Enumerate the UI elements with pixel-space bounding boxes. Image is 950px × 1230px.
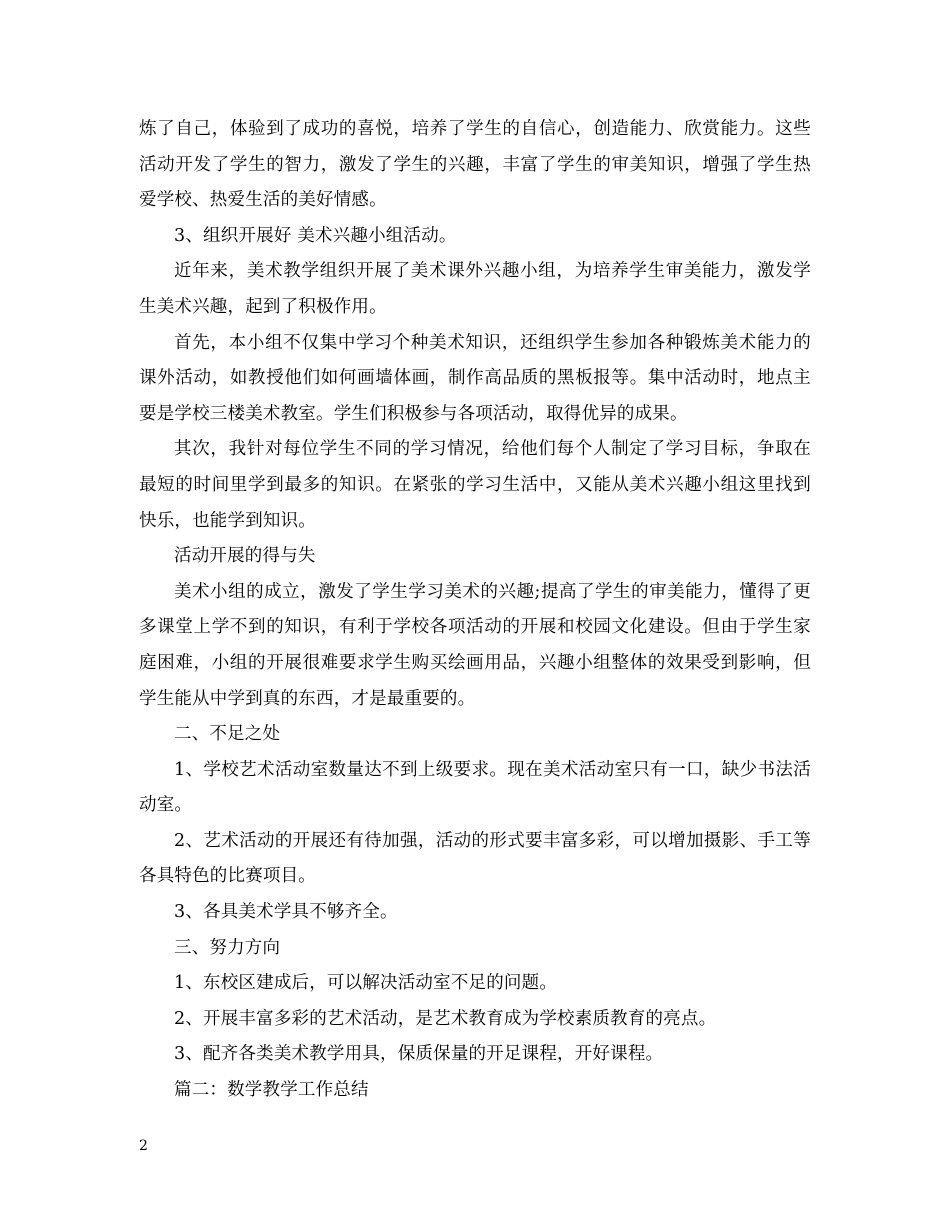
page-number: 2 [139, 1138, 148, 1154]
section-heading: 活动开展的得与失 [174, 546, 316, 567]
paragraph: 1、学校艺术活动室数量达不到上级要求。现在美术活动室只有一口，缺少书法活动室。 [139, 759, 811, 816]
paragraph: 其次，我针对每位学生不同的学习情况，给他们每个人制定了学习目标，争取在最短的时间里学到最多的知识。在紧张的学习生活中，又能从美术兴趣小组这里找到快乐，也能学到知识。 [139, 439, 811, 531]
paragraph: 2、开展丰富多彩的艺术活动，是艺术教育成为学校素质教育的亮点。 [174, 1008, 717, 1029]
paragraph: 3、各具美术学具不够齐全。 [174, 902, 398, 923]
paragraph: 2、艺术活动的开展还有待加强，活动的形式要丰富多彩，可以增加摄影、手工等各具特色的比赛项目。 [139, 830, 811, 887]
document-body [139, 112, 811, 1109]
section-heading: 篇二：数学教学工作总结 [174, 1080, 369, 1101]
paragraph: 3、组织开展好 美术兴趣小组活动。 [174, 225, 457, 246]
paragraph: 美术小组的成立，激发了学生学习美术的兴趣;提高了学生的审美能力，懂得了更多课堂上学不到的知识，有利于学校各项活动的开展和校园文化建设。但由于学生家庭困难，小组的开展很难要求学生购买绘画用品，兴趣小组整体的效果受到影响，但学生能从中学到真的东西，才是最重要的。 [139, 581, 811, 709]
paragraph: 1、东校区建成后，可以解决活动室不足的问题。 [174, 973, 558, 994]
paragraph: 近年来，美术教学组织开展了美术课外兴趣小组，为培养学生审美能力，激发学生美术兴趣，起到了积极作用。 [139, 261, 811, 317]
paragraph: 3、配齐各类美术教学用具，保质保量的开足课程，开好课程。 [174, 1044, 664, 1065]
paragraph: 炼了自己，体验到了成功的喜悦，培养了学生的自信心，创造能力、欣赏能力。这些活动开发了学生的智力，激发了学生的兴趣，丰富了学生的审美知识，增强了学生热爱学校、热爱生活的美好情感。 [139, 119, 811, 211]
section-heading: 二、不足之处 [174, 724, 281, 745]
section-heading: 三、努力方向 [174, 937, 281, 958]
paragraph: 首先，本小组不仅集中学习个种美术知识，还组织学生参加各种锻炼美术能力的课外活动，如教授他们如何画墙体画，制作高品质的黑板报等。集中活动时，地点主要是学校三楼美术教室。学生们积极参与各项活动，取得优异的成果。 [139, 332, 811, 424]
